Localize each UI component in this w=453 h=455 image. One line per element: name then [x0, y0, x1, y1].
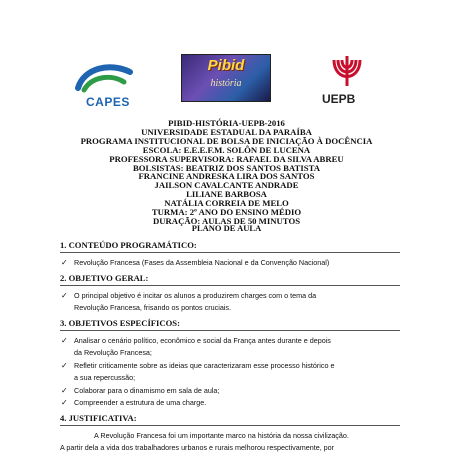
pibid-logo	[181, 54, 271, 102]
paragraph-line: A partir dela a vida dos trabalhadores urbanos e rurais melhorou respectivamente, por	[60, 443, 335, 452]
list-item	[60, 385, 400, 398]
header-line: PIBID-HISTÓRIA-UEPB-2016	[168, 118, 285, 128]
list-item-continuation: Revolução Francesa, frisando os pontos cruciais.	[74, 303, 232, 312]
list-item-text: Colaborar para o dinamismo em sala de aula;	[74, 385, 220, 395]
uepb-logo	[318, 54, 378, 110]
header-line: UNIVERSIDADE ESTADUAL DA PARAÍBA	[141, 126, 312, 137]
header-line: FRANCINE ANDRESKA LIRA DOS SANTOS	[138, 171, 315, 182]
header-line: ESCOLA: E.E.E.F.M. SOLÔN DE LUCENA	[142, 144, 311, 155]
header-line: NATÁLIA CORREIA DE MELO	[164, 198, 289, 209]
capes-logo	[70, 62, 142, 110]
list-item-text: Revolução Francesa (Fases da Assembleia Nacional e da Convenção Nacional)	[74, 258, 330, 267]
checkmark-icon: ✓	[61, 398, 68, 407]
list-item-text: O principal objetivo é incitar os alunos a produzirem charges com o tema da	[74, 290, 317, 300]
checkmark-icon: ✓	[61, 335, 68, 345]
pibid-logo-subtitle: história	[210, 78, 242, 89]
section-heading: 3. OBJETIVOS ESPECÍFICOS:	[60, 318, 400, 331]
section-heading: 4. JUSTIFICATIVA:	[60, 413, 400, 426]
checkmark-icon: ✓	[61, 258, 68, 267]
list-item-continuation: a sua repercussão;	[74, 373, 136, 382]
header-line: LILIANE BARBOSA	[186, 189, 267, 200]
section-heading: 1. CONTEÚDO PROGRAMÁTICO:	[60, 240, 400, 253]
list-item	[60, 257, 400, 270]
document-header	[0, 119, 453, 226]
list-item	[60, 290, 400, 303]
header-line: PROFESSORA SUPERVISORA: RAFAEL DA SILVA ABREU	[109, 153, 344, 164]
uepb-emblem-icon	[332, 54, 362, 90]
list-item	[60, 360, 400, 373]
header-line: PROGRAMA INSTITUCIONAL DE BOLSA DE INICIAÇÃO À DOCÊNCIA	[80, 135, 373, 146]
plan-title: PLANO DE AULA	[191, 223, 262, 233]
capes-label: CAPES	[86, 95, 130, 109]
checkmark-icon: ✓	[61, 290, 68, 300]
checkmark-icon: ✓	[61, 360, 68, 370]
pibid-logo-title: Pibid	[207, 57, 245, 74]
list-item	[60, 335, 400, 348]
capes-swoosh-icon	[70, 62, 142, 96]
section-heading: 2. OBJETIVO GERAL:	[60, 273, 400, 286]
header-line: BOLSISTAS: BEATRIZ DOS SANTOS BATISTA	[132, 162, 320, 173]
document-body	[60, 240, 400, 455]
checkmark-icon: ✓	[61, 385, 68, 395]
uepb-label: UEPB	[322, 92, 356, 106]
list-item	[60, 397, 400, 410]
header-line: TURMA: 2º ANO DO ENSINO MÉDIO	[151, 207, 302, 218]
list-item-text: Compreender a estrutura de uma charge.	[74, 398, 207, 407]
list-item-text: Analisar o cenário político, econômico e social da França antes durante e depois	[74, 335, 331, 345]
header-line: JAILSON CAVALCANTE ANDRADE	[154, 180, 299, 191]
list-item-continuation: da Revolução Francesa;	[74, 348, 152, 357]
header-line: DURAÇÃO: AULAS DE 50 MINUTOS	[152, 215, 301, 226]
list-item-text: Refletir criticamente sobre as ideias que caracterizaram esse processo histórico e	[74, 360, 335, 370]
logo-bar	[0, 48, 453, 110]
paragraph-line: A Revolução Francesa foi um importante marco na história da nossa civilização.	[94, 430, 349, 440]
